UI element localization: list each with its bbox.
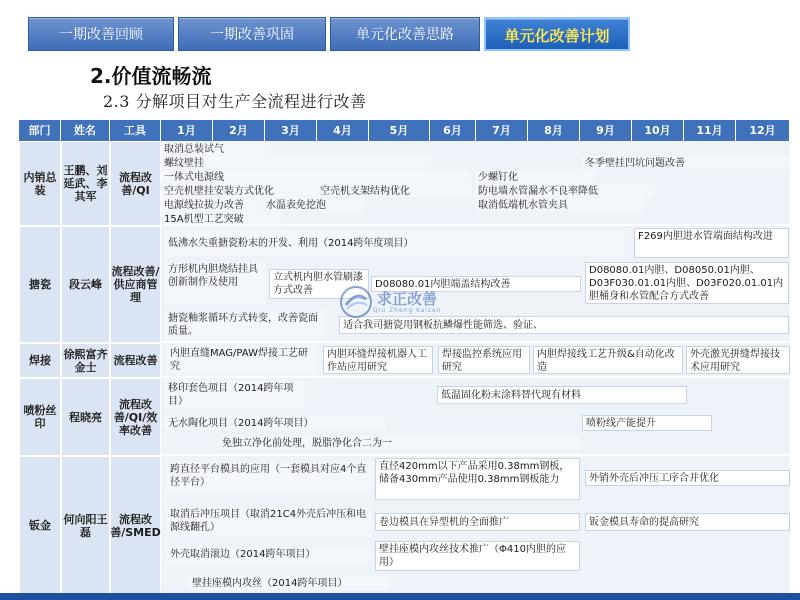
- project-item: 螺纹壁挂: [161, 156, 431, 169]
- dept-cell: 搪瓷: [19, 226, 61, 343]
- project-item: 少螺钉化: [475, 170, 595, 183]
- tool-cell: 流程改善/QI/效率改善: [110, 378, 161, 456]
- header-month-2: 2月: [213, 120, 265, 141]
- project-item: 移印套色项目（2014跨年项目）: [165, 381, 305, 409]
- sub-title: 2.3 分解项目对生产全流程进行改善: [103, 92, 367, 111]
- project-item: 水温表免挖泡: [263, 198, 363, 211]
- tool-cell: 流程改善/供应商管理: [110, 226, 161, 343]
- project-item: 内胆环缝焊接机器人工作站应用研究: [323, 346, 433, 374]
- project-item: 搪瓷釉浆循环方式转变，改善瓷面质量。: [165, 311, 325, 339]
- header-tool: 工具: [110, 120, 161, 141]
- watermark: [339, 280, 489, 324]
- header-name: 姓名: [61, 120, 110, 141]
- watermark-text: 求正改善: [377, 289, 438, 308]
- project-item: F269内胆进水管端面结构改进: [634, 228, 789, 258]
- project-item: 冬季壁挂凹坑问题改善: [582, 156, 790, 169]
- project-item: 防电墙水管漏水不良率降低: [475, 184, 655, 197]
- header-month-3: 3月: [265, 120, 317, 141]
- project-item: 一体式电源线: [161, 170, 471, 183]
- tab-unit-improvement-idea[interactable]: 单元化改善思路: [330, 17, 480, 51]
- project-item: 无水陶化项目（2014跨年项目）: [165, 416, 385, 430]
- project-item: 外销外壳后冲压工序合并优化: [585, 470, 790, 486]
- header-month-9: 9月: [580, 120, 632, 141]
- tab-unit-improvement-plan[interactable]: 单元化改善计划: [484, 17, 630, 51]
- project-item: 立式机内胆水管刷漆方式改善: [269, 269, 369, 299]
- project-item: 方形机内胆烧结挂具创新制作及使用: [165, 262, 265, 304]
- owner-cell: 段云峰: [61, 226, 110, 343]
- project-item: 取消后冲压项目（取消21C4外壳后冲压和电源线翻孔）: [167, 507, 372, 537]
- project-item: D08080.01内胆、D08050.01内胆、D03F030.01.01内胆、D03F020.01.01内胆桶身和水管配合方式改善: [585, 262, 789, 304]
- header-month-6: 6月: [430, 120, 476, 141]
- section-title: 2.价值流畅流: [90, 64, 212, 88]
- header-month-12: 12月: [736, 120, 790, 141]
- tab-bar: [28, 17, 630, 51]
- project-item: 直径420mm以下产品采用0.38mm钢板，储备430mm产品使用0.38mm钢板能力: [375, 458, 580, 500]
- project-item: 内胆直缝MAG/PAW焊接工艺研究: [167, 346, 317, 374]
- project-item: 跨直径平台模具的应用（一套模具对应4个直径平台）: [167, 462, 372, 492]
- project-item: 适合我司搪瓷用钢板抗鳞爆性能筛选、验证、: [339, 316, 789, 334]
- tab-phase1-consolidation[interactable]: 一期改善巩固: [178, 17, 326, 51]
- header-month-8: 8月: [528, 120, 580, 141]
- dept-cell: 焊接: [19, 343, 61, 378]
- project-item: 空壳机壁挂安装方式优化: [161, 184, 316, 197]
- tab-phase1-review[interactable]: 一期改善回顾: [28, 17, 174, 51]
- owner-cell: 徐熙富齐金士: [61, 343, 110, 378]
- project-item: 低温固化粉末涂料替代现有材料: [437, 386, 687, 404]
- header-month-10: 10月: [632, 120, 684, 141]
- project-item: 焊接监控系统应用研究: [438, 346, 530, 374]
- project-item: 外壳激光拼缝焊接技术应用研究: [686, 346, 790, 374]
- kaizen-logo-icon: [339, 285, 373, 319]
- header-dept: 部门: [19, 120, 61, 141]
- footer-bar: [0, 593, 800, 600]
- owner-cell: 程晓亮: [61, 378, 110, 456]
- project-item: 内胆焊接线工艺升级&自动化改造: [533, 346, 683, 374]
- project-item: 喷粉线产能提升: [582, 415, 712, 431]
- project-item: 取消总装试气: [161, 142, 271, 155]
- project-item: 低沸水失重搪瓷粉末的开发、利用（2014跨年度项目）: [165, 230, 625, 256]
- project-item: 15A机型工艺突破: [161, 212, 281, 225]
- header-month-5: 5月: [369, 120, 430, 141]
- project-item: 免独立净化前处理，脱脂净化合二为一: [219, 436, 579, 450]
- owner-cell: 王鹏、刘延武、李其军: [61, 141, 110, 226]
- plan-table: [19, 120, 790, 595]
- header-month-4: 4月: [317, 120, 369, 141]
- project-item: 壁挂座模内攻丝（2014跨年项目）: [189, 576, 389, 590]
- project-item: 卷边模具在异型机的全面推广: [375, 513, 580, 531]
- watermark-sub: Qiu Zheng kaizen: [373, 306, 442, 314]
- project-item: 外壳取消滚边（2014跨年项目）: [167, 547, 372, 563]
- tool-cell: 流程改善/SMED: [110, 456, 161, 595]
- header-month-7: 7月: [476, 120, 528, 141]
- header-month-11: 11月: [684, 120, 736, 141]
- project-item: 钣金模具寿命的提高研究: [585, 513, 790, 531]
- project-item: 空壳机支架结构优化: [317, 184, 472, 197]
- project-item: D08080.01内胆端盖结构改善: [371, 276, 581, 292]
- tool-cell: 流程改善: [110, 343, 161, 378]
- project-item: 壁挂座模内攻丝技术推广（Φ410内胆的应用）: [375, 541, 580, 571]
- project-item: 取消低端机水管夹具: [475, 198, 645, 211]
- tool-cell: 流程改善/QI: [110, 141, 161, 226]
- dept-cell: 钣金: [19, 456, 61, 595]
- header-month-1: 1月: [161, 120, 213, 141]
- dept-cell: 喷粉丝印: [19, 378, 61, 456]
- owner-cell: 何向阳王磊: [61, 456, 110, 595]
- project-item: 电源线拉拔力改善: [161, 198, 261, 211]
- dept-cell: 内销总装: [19, 141, 61, 226]
